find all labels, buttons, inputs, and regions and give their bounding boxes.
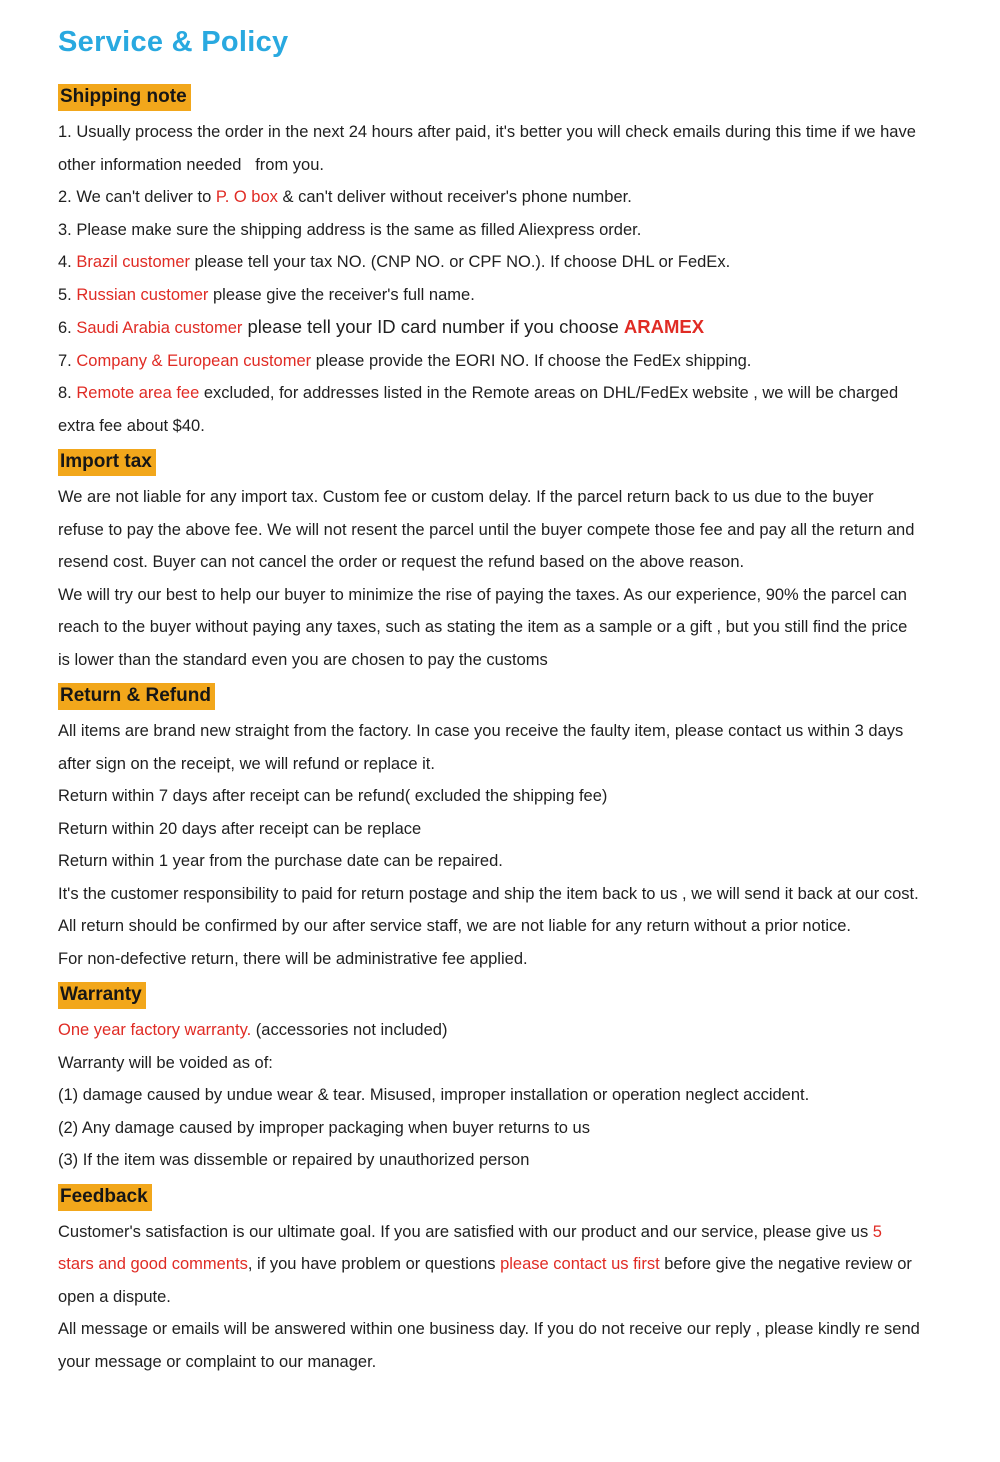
section-shipping-note	[58, 77, 920, 442]
text-segment: It's the customer responsibility to paid for return postage and ship the item back to us , we will send it back at our cost.	[58, 884, 919, 903]
heading-return-refund: Return & Refund	[58, 683, 215, 710]
heading-import-tax: Import tax	[58, 449, 156, 476]
text-segment: All message or emails will be answered within one business day. If you do not receive our reply , please kindly re send your message or complaint to our manager.	[58, 1320, 925, 1371]
text-segment: 2. We can't deliver to	[58, 188, 216, 206]
paragraph	[58, 246, 920, 279]
text-segment: All items are brand new straight from the factory. In case you receive the faulty item, please contact us within 3 days after sign on the receipt, we will refund or replace it.	[58, 722, 908, 773]
paragraph	[58, 279, 920, 312]
text-segment-lg: please tell your ID card number if you choose	[242, 316, 624, 337]
paragraph	[58, 377, 920, 442]
text-segment: 1. Usually process the order in the next 24 hours after paid, it's better you will check emails during this time if we have other information needed from you.	[58, 123, 921, 174]
paragraph	[58, 311, 920, 345]
text-segment-red: please contact us first	[500, 1255, 660, 1273]
text-segment: Return within 1 year from the purchase date can be repaired.	[58, 852, 503, 870]
text-segment: 3. Please make sure the shipping address is the same as filled Aliexpress order.	[58, 220, 642, 239]
text-segment: (2) Any damage caused by improper packaging when buyer returns to us	[58, 1118, 590, 1137]
heading-shipping-note: Shipping note	[58, 84, 191, 111]
heading-warranty: Warranty	[58, 982, 146, 1009]
text-segment: We will try our best to help our buyer to minimize the rise of paying the taxes. As our experience, 90% the parcel can reach to the buyer without paying any taxes, such as stating the item as a sample or a gift , but you still find the price is lower than the standard even you are chosen to pay the customs	[58, 585, 912, 669]
paragraph	[58, 845, 920, 878]
section-return-refund	[58, 676, 920, 975]
paragraph	[58, 1144, 920, 1177]
section-feedback	[58, 1177, 925, 1379]
paragraph	[58, 181, 920, 214]
text-segment: All return should be confirmed by our after service staff, we are not liable for any return without a prior notice.	[58, 917, 852, 935]
text-segment: 4.	[58, 253, 77, 271]
text-segment: Return within 7 days after receipt can be refund( excluded the shipping fee)	[58, 787, 608, 805]
text-segment-red: One year factory warranty.	[58, 1021, 252, 1039]
text-segment-red: Brazil customer	[76, 253, 191, 271]
paragraph	[58, 943, 920, 976]
paragraph	[58, 579, 920, 677]
text-segment: Return within 20 days after receipt can be replace	[58, 819, 422, 838]
sections	[58, 77, 925, 1378]
paragraph	[58, 116, 920, 181]
text-segment: , if you have problem or questions	[247, 1255, 501, 1273]
text-segment: (1) damage caused by undue wear & tear. Misused, improper installation or operation neglect accident.	[58, 1086, 810, 1104]
heading-feedback: Feedback	[58, 1184, 152, 1211]
text-segment: 6.	[58, 319, 77, 337]
paragraph	[58, 715, 920, 780]
text-segment: 8.	[58, 384, 77, 402]
text-segment: before give the negative review or open a dispute.	[58, 1255, 917, 1306]
paragraph	[58, 345, 920, 378]
text-segment: please give the receiver's full name.	[208, 285, 475, 304]
text-segment: please tell your tax NO. (CNP NO. or CPF NO.). If choose DHL or FedEx.	[190, 253, 731, 271]
text-segment: (accessories not included)	[251, 1021, 448, 1039]
text-segment: & can't deliver without receiver's phone number.	[277, 188, 632, 206]
text-segment: excluded, for addresses listed in the Remote areas on DHL/FedEx website , we will be charged extra fee about $40.	[58, 384, 903, 435]
paragraph	[58, 1014, 920, 1047]
paragraph	[58, 1216, 920, 1314]
paragraph	[58, 1079, 920, 1112]
text-segment-red: P. O box	[215, 188, 278, 206]
text-segment-red: Russian customer	[76, 285, 209, 304]
text-segment: (3) If the item was dissemble or repaired by unauthorized person	[58, 1151, 530, 1169]
paragraph	[58, 910, 920, 943]
section-import-tax	[58, 442, 920, 676]
page-title: Service & Policy	[58, 26, 289, 58]
text-segment-red: Saudi Arabia customer	[76, 319, 243, 337]
paragraph	[58, 481, 920, 579]
paragraph	[58, 1313, 925, 1378]
paragraph	[58, 1112, 920, 1145]
text-segment-redbold-lg: ARAMEX	[623, 316, 705, 337]
paragraph	[58, 214, 920, 247]
text-segment-red: Remote area fee	[76, 384, 200, 402]
paragraph	[58, 780, 920, 813]
text-segment: 5.	[58, 285, 77, 304]
text-segment: Customer's satisfaction is our ultimate goal. If you are satisfied with our product and our service, please give us	[58, 1222, 873, 1241]
text-segment: please provide the EORI NO. If choose the FedEx shipping.	[311, 351, 752, 370]
section-warranty	[58, 975, 920, 1177]
text-segment: Warranty will be voided as of:	[58, 1053, 273, 1072]
paragraph	[58, 1047, 920, 1080]
text-segment: We are not liable for any import tax. Custom fee or custom delay. If the parcel return back to us due to the buyer refuse to pay the above fee. We will not resent the parcel until the buyer compete those fee and pay all the return and resend cost. Buyer can not cancel the order or request the refund based on the above reason.	[58, 488, 919, 571]
paragraph	[58, 813, 920, 846]
text-segment-red: 5 stars and good comments	[58, 1222, 887, 1273]
text-segment: For non-defective return, there will be administrative fee applied.	[58, 949, 528, 968]
text-segment-red: Company & European customer	[76, 351, 312, 370]
text-segment: 7.	[58, 351, 77, 370]
paragraph	[58, 878, 920, 911]
